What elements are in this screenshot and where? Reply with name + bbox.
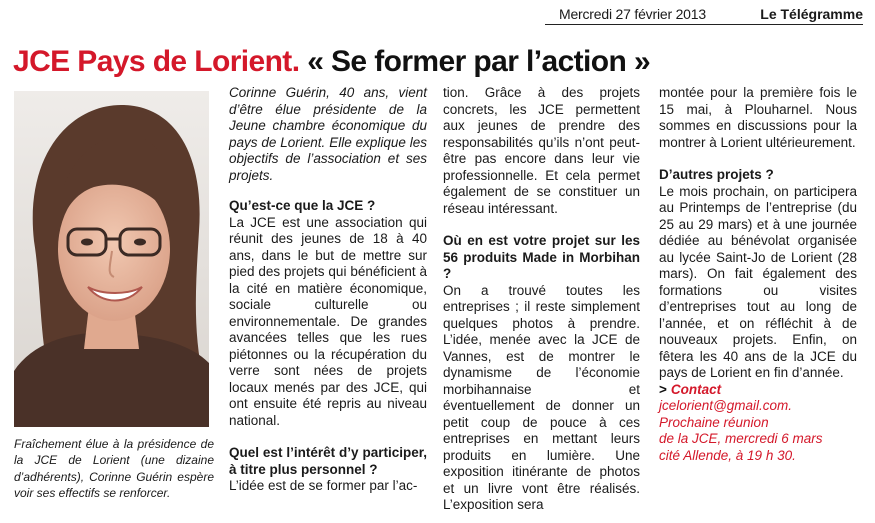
publication-date: Mercredi 27 février 2013 [559, 6, 706, 22]
answer-paragraph: Le mois prochain, on participera au Printemps de l’entreprise (du 25 au 29 mars) et à une journée dédiée au bénévolat organisée au lycée Saint-Jo de Lorient (28 mars). On fait également des formations ou visites d’entreprises tout au long de l’année, et on réfléchit à de nouveaux projets. Enfin, on fêtera les 40 ans de la JCE du pays de Lorient en fin d’année. [659, 183, 857, 380]
headline-org: JCE Pays de Lorient. [13, 45, 300, 78]
contact-email[interactable]: jcelorient@gmail.com. [659, 398, 792, 413]
answer-paragraph: On a trouvé toutes les entreprises ; il reste simplement quelques photos à prendre. L’idée, menée avec la JCE de Vannes, est de montrer le dynamisme de l’économie morbihannaise et éventuellement de donner un petit coup de pouce à ces entreprises en mettant leurs produits en lumière. Une exposition itinérante de photos et un livre vont être réalisés. L’exposition sera [443, 282, 640, 512]
question-heading: Quel est l’intérêt d’y participer, à titre plus personnel ? [229, 445, 427, 477]
arrow-icon: > [659, 381, 667, 397]
contact-label: Contact [670, 381, 722, 397]
answer-paragraph: L’idée est de se former par l’ac- [229, 478, 418, 493]
answer-paragraph: tion. Grâce à des projets concrets, les JCE permettent aux jeunes de prendre des responsabilités qu’ils n’ont peut-être pas encore dans leur vie professionnelle. Et cela permet également de se constituer un réseau intéressant. [443, 85, 640, 216]
contact-heading [659, 382, 857, 399]
newspaper-name: Le Télégramme [760, 6, 863, 22]
contact-line: de la JCE, mercredi 6 mars [659, 431, 823, 446]
answer-paragraph: La JCE est une association qui réunit des jeunes de 18 à 40 ans, dans le but de mettre sur pied des projets qui bénéficient à la cité en matière économique, sociale culturelle ou environnementale. De grandes avancées telles que les rues piétonnes ou la récupération du verre sont nées de projets locaux menés par des JCE, qui ont ensuite été repris au niveau national. [229, 214, 427, 428]
question-heading: Qu’est-ce que la JCE ? [229, 198, 376, 213]
article-column-3 [659, 85, 857, 464]
masthead-divider [545, 24, 863, 25]
article-column-2 [443, 85, 640, 514]
question-heading: Où en est votre projet sur les 56 produits Made in Morbihan ? [443, 233, 640, 281]
question-heading: D’autres projets ? [659, 167, 774, 182]
portrait-photo [14, 91, 209, 427]
article-headline [13, 44, 863, 80]
answer-paragraph: montée pour la première fois le 15 mai, à Plouharnel. Nous sommes en discussions pour la montrer à Lorient ultérieurement. [659, 85, 857, 150]
headline-quote: « Se former par l’action » [307, 45, 651, 78]
photo-caption: Fraîchement élue à la présidence de la JCE de Lorient (une dizaine d’adhérents), Corinne Guérin espère voir ses effectifs se renforcer. [14, 437, 214, 500]
masthead [545, 4, 865, 26]
contact-line: cité Allende, à 19 h 30. [659, 447, 796, 463]
article-column-1 [229, 85, 427, 495]
contact-line: Prochaine réunion [659, 414, 769, 430]
article-intro: Corinne Guérin, 40 ans, vient d’être élue présidente de la Jeune chambre économique du pays de Lorient. Elle explique les objectifs de l’association et ses projets. [229, 85, 427, 183]
